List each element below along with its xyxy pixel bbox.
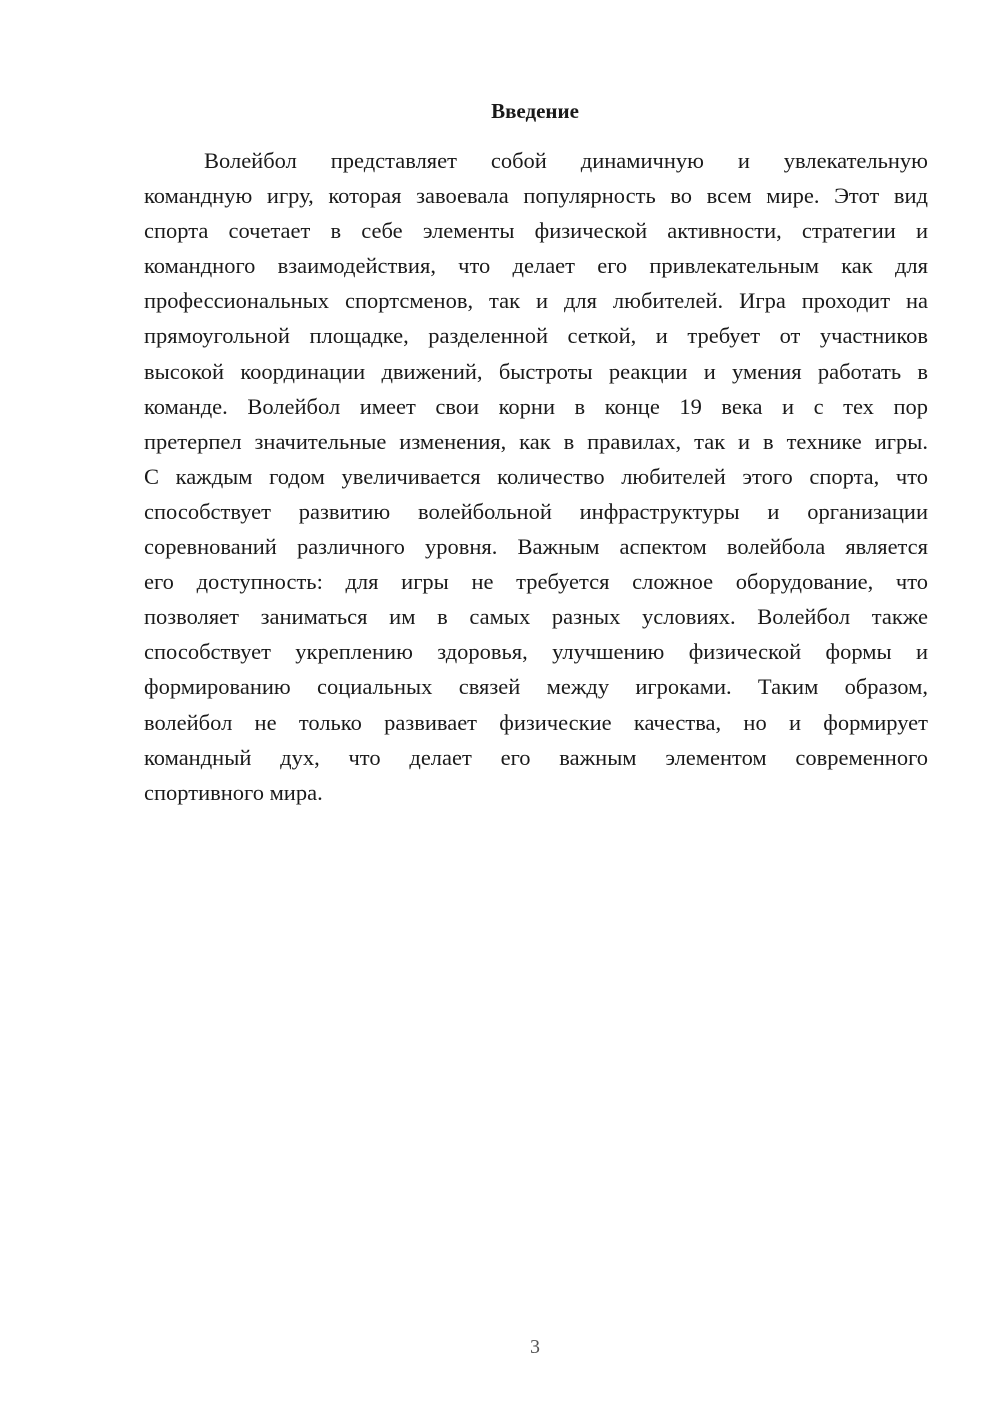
paragraph-line: командный дух, что делает его важным элементом современного: [144, 744, 928, 770]
paragraph-line: его доступность: для игры не требуется сложное оборудование, что: [144, 569, 928, 595]
paragraph-line: формированию социальных связей между игроками. Таким образом,: [144, 674, 928, 700]
paragraph-line: способствует укреплению здоровья, улучшению физической формы и: [144, 639, 928, 665]
paragraph-line: прямоугольной площадке, разделенной сеткой, и требует от участников: [144, 323, 928, 349]
page-title: Введение: [491, 99, 579, 123]
paragraph-line: профессиональных спортсменов, так и для любителей. Игра проходит на: [144, 288, 928, 314]
paragraph-line: спорта сочетает в себе элементы физической активности, стратегии и: [144, 218, 928, 244]
paragraph-line: Волейбол представляет собой динамичную и увлекательную: [204, 148, 928, 173]
paragraph-line: высокой координации движений, быстроты реакции и умения работать в: [144, 358, 928, 384]
paragraph-line: соревнований различного уровня. Важным аспектом волейбола является: [144, 534, 928, 560]
paragraph-line: спортивного мира.: [144, 779, 323, 805]
paragraph-line: способствует развитию волейбольной инфраструктуры и организации: [144, 498, 928, 524]
paragraph-line: команде. Волейбол имеет свои корни в конце 19 века и с тех пор: [144, 393, 928, 419]
body-paragraph: [144, 143, 928, 810]
paragraph-line: командного взаимодействия, что делает его привлекательным как для: [144, 253, 928, 279]
paragraph-line: волейбол не только развивает физические качества, но и формирует: [144, 709, 928, 735]
paragraph-line: претерпел значительные изменения, как в правилах, так и в технике игры.: [144, 428, 928, 454]
paragraph-line: позволяет заниматься им в самых разных условиях. Волейбол также: [144, 604, 928, 630]
page-number: 3: [530, 1336, 540, 1358]
paragraph-line: С каждым годом увеличивается количество любителей этого спорта, что: [144, 463, 928, 489]
paragraph-line: командную игру, которая завоевала популярность во всем мире. Этот вид: [144, 183, 928, 209]
